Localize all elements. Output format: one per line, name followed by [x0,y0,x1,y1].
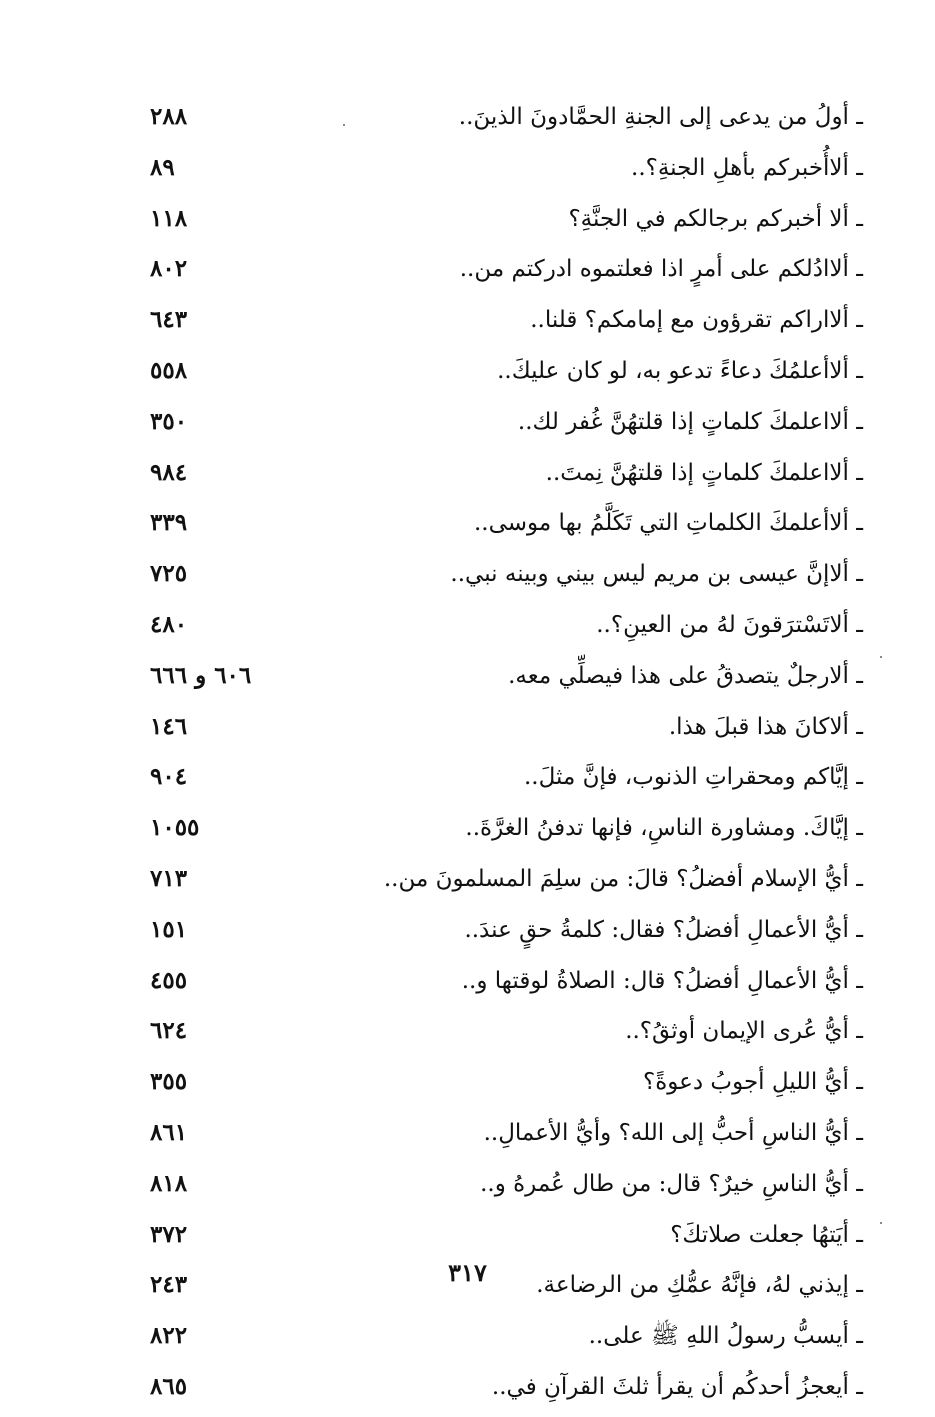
entry-text: ـ أيُّ عُرى الإيمان أوثقُ؟.. [625,1018,863,1045]
list-item [0,248,935,299]
entry-page-ref: ٣٧٢ [150,1220,188,1248]
list-item [0,756,935,807]
entry-page-ref: ٣٥٠ [150,407,188,435]
list-item [0,350,935,401]
list-item [0,1214,935,1265]
list-item [0,1163,935,1214]
entry-text: ـ ألاكانَ هذا قبلَ هذا. [668,713,863,740]
list-item [0,604,935,655]
entry-page-ref: ٦٠٦ و ٦٦٦ [150,661,252,689]
entry-page-ref: ١١٨ [150,204,188,232]
list-item [0,807,935,858]
entry-text: ـ ألارجلٌ يتصدقُ على هذا فيصلِّي معه. [508,662,863,689]
entry-page-ref: ٣٣٩ [150,509,188,537]
entry-text: ـ أولُ من يدعى إلى الجنةِ الحمَّادونَ الذينَ.. [458,104,863,130]
list-item [0,1315,935,1366]
scan-speck [880,1222,882,1224]
entry-text: ـ ألاأعلمُكَ دعاءً تدعو به، لو كان عليكَ.. [497,357,863,384]
entry-text: ـ أيسبُّ رسولُ اللهِ ﷺ على.. [588,1323,863,1350]
list-item [0,147,935,198]
entry-page-ref: ٤٥٥ [150,966,188,994]
entry-text: ـ ألاأعلمكَ الكلماتِ التي تَكَلَّمُ بها موسى.. [473,510,863,537]
entry-page-ref: ٤٨٠ [150,610,188,638]
entry-text: ـ ألاأُخبركم بأهلِ الجنةِ؟.. [631,154,863,181]
list-item [0,1010,935,1061]
entry-text: ـ أيُّ الأعمالِ أفضلُ؟ فقال: كلمةُ حقٍ عندَ.. [464,916,863,943]
entry-text: ـ أيُّ الإسلام أفضلُ؟ قالَ: من سلِمَ المسلمونَ من.. [383,865,863,892]
list-item [0,909,935,960]
list-item [0,452,935,503]
entry-page-ref: ٨٢٢ [150,1322,188,1350]
entry-page-ref: ٢٨٨ [150,103,188,130]
list-item [0,96,935,147]
entry-text: ـ أيَتهُا جعلت صلاتكَ؟ [670,1221,863,1248]
list-item [0,198,935,249]
entry-page-ref: ٣٥٥ [150,1068,188,1096]
entry-text: ـ أيعجزُ أحدكُم أن يقرأ ثلثَ القرآنِ في.. [491,1373,863,1400]
list-item [0,706,935,757]
entry-page-ref: ٨٠٢ [150,255,188,283]
entry-page-ref: ١٠٥٥ [150,814,200,842]
entry-text: ـ إيَّاكم ومحقراتِ الذنوب، فإنَّ مثلَ.. [523,764,863,791]
entry-page-ref: ٧١٣ [150,864,188,892]
list-item [0,502,935,553]
entry-text: ـ إيذني لهُ، فإنَّهُ عمُّكِ من الرضاعة. [536,1272,863,1299]
entry-page-ref: ٢٤٣ [150,1271,188,1299]
entry-text: ـ أيُّ الأعمالِ أفضلُ؟ قال: الصلاةُ لوقتها و.. [461,967,863,994]
entry-text: ـ أيُّ الناسِ خيرٌ؟ قال: من طال عُمرهُ و.. [480,1170,863,1197]
entry-page-ref: ٩٠٤ [150,763,188,791]
list-item [0,1366,935,1417]
entry-text: ـ ألاإنَّ عيسى بن مريم ليس بيني وبينه نبي.. [450,561,863,588]
list-item [0,299,935,350]
list-item [0,655,935,706]
list-item [0,401,935,452]
entry-text: ـ أيُّ الناسِ أحبُّ إلى الله؟ وأيُّ الأعمالِ.. [483,1119,863,1146]
list-item [0,553,935,604]
list-item [0,960,935,1011]
list-item [0,1061,935,1112]
entry-page-ref: ٩٨٤ [150,458,188,486]
hadith-index-list [0,96,935,1417]
entry-page-ref: ٨٩ [150,153,175,181]
entry-page-ref: ٧٢٥ [150,560,188,588]
entry-text: ـ ألااراكم تقرؤون مع إمامكم؟ قلنا.. [530,307,863,334]
page-number: ٣١٧ [448,1258,487,1287]
entry-page-ref: ٨٦١ [150,1118,188,1146]
entry-text: ـ ألااعلمكَ كلماتٍ إذا قلتهُنَّ غُفر لك.. [517,408,863,435]
entry-text: ـ ألاتَسْترَقونَ لهُ من العينِ؟.. [596,611,863,638]
entry-page-ref: ٨١٨ [150,1169,188,1197]
list-item [0,858,935,909]
entry-text: ـ ألااعلمكَ كلماتٍ إذا قلتهُنَّ نِمتَ.. [545,459,863,486]
entry-text: ـ إيَّاكَ. ومشاورة الناسِ، فإنها تدفنُ الغرَّةَ.. [465,815,863,842]
scan-speck [343,124,345,126]
entry-page-ref: ١٥١ [150,915,188,943]
entry-page-ref: ٨٦٥ [150,1372,188,1400]
scan-speck [880,656,882,658]
entry-page-ref: ١٤٦ [150,712,188,740]
entry-text: ـ ألا أخبركم برجالكم في الجنَّةِ؟ [568,205,863,232]
entry-page-ref: ٥٥٨ [150,356,188,384]
list-item [0,1112,935,1163]
entry-page-ref: ٦٤٣ [150,306,188,334]
entry-text: ـ ألاادُلكم على أمرٍ اذا فعلتموه ادركتم من.. [459,256,863,283]
entry-page-ref: ٦٢٤ [150,1017,188,1045]
entry-text: ـ أيُّ الليلِ أجوبُ دعوةً؟ [643,1069,863,1096]
